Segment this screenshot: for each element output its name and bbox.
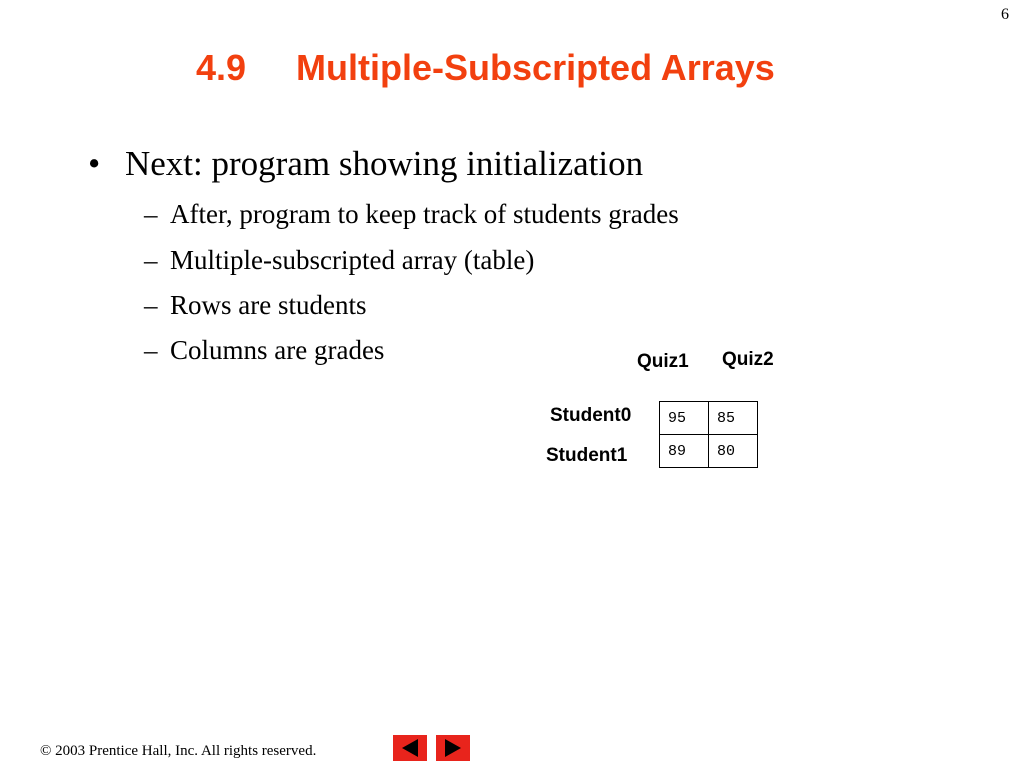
sub-bullet	[144, 200, 679, 230]
sub-bullet-text: Multiple-subscripted array (table)	[170, 245, 535, 275]
next-slide-button[interactable]	[436, 735, 470, 761]
sub-bullet	[144, 291, 366, 321]
table-cell: 80	[709, 435, 758, 468]
table-row	[660, 402, 758, 435]
table-cell: 89	[660, 435, 709, 468]
sub-bullet	[144, 246, 534, 276]
table-row	[660, 435, 758, 468]
dash-symbol: –	[144, 290, 158, 320]
dash-symbol: –	[144, 199, 158, 229]
sub-bullet	[144, 336, 384, 366]
grades-table	[659, 401, 758, 468]
column-header-quiz2: Quiz2	[722, 349, 774, 370]
bullet-symbol: •	[88, 144, 101, 183]
dash-symbol: –	[144, 245, 158, 275]
dash-symbol: –	[144, 335, 158, 365]
main-bullet-text: Next: program showing initialization	[125, 144, 644, 183]
sub-bullet-text: After, program to keep track of students grades	[170, 199, 679, 229]
left-arrow-icon	[402, 739, 418, 757]
sub-bullet-text: Columns are grades	[170, 335, 385, 365]
row-header-student1: Student1	[546, 445, 628, 466]
right-arrow-icon	[445, 739, 461, 757]
table-cell: 85	[709, 402, 758, 435]
row-header-student0: Student0	[550, 405, 632, 426]
page-number: 6	[1001, 6, 1009, 23]
table-cell: 95	[660, 402, 709, 435]
previous-slide-button[interactable]	[393, 735, 427, 761]
copyright-footer: © 2003 Prentice Hall, Inc. All rights reserved.	[40, 743, 317, 759]
slide-title: 4.9 Multiple-Subscripted Arrays	[196, 47, 775, 88]
column-header-quiz1: Quiz1	[637, 351, 689, 372]
sub-bullet-text: Rows are students	[170, 290, 367, 320]
main-bullet	[88, 145, 643, 184]
